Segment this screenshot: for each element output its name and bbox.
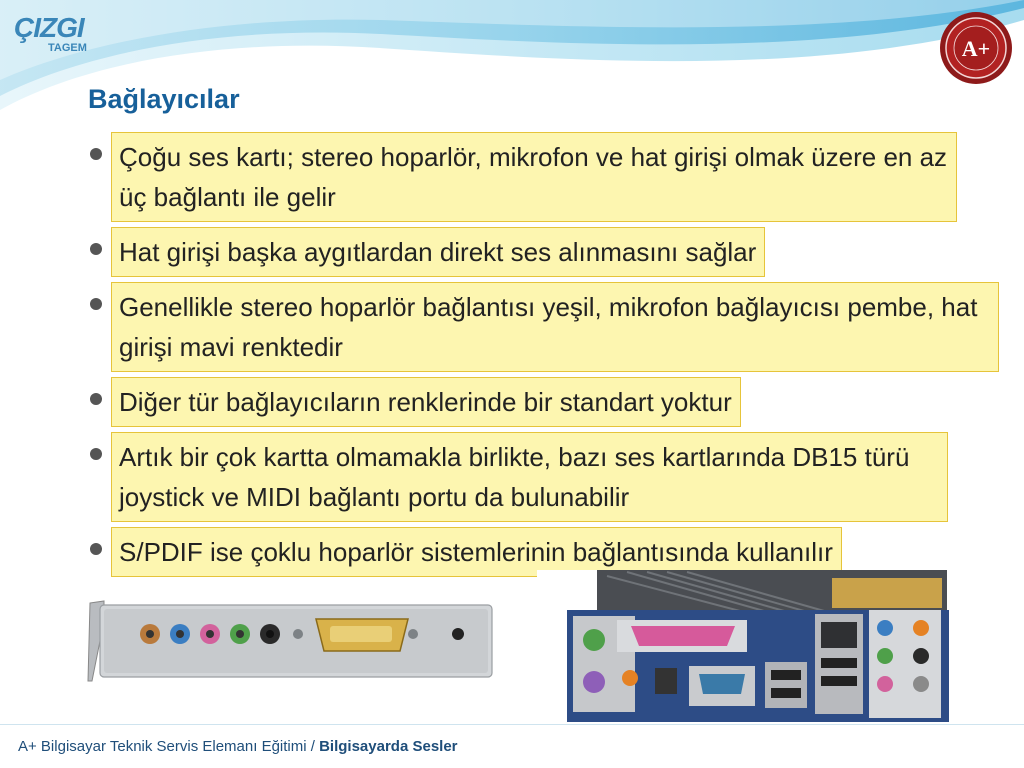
- list-item: [86, 227, 1006, 277]
- bullet-text: Hat girişi başka aygıtlardan direkt ses alınmasını sağlar: [111, 227, 765, 277]
- list-item: [86, 432, 1006, 522]
- motherboard-io-image: [537, 570, 949, 722]
- bullet-dot-icon: [90, 148, 102, 160]
- bullet-dot-icon: [90, 298, 102, 310]
- bullet-text: Genellikle stereo hoparlör bağlantısı yeşil, mikrofon bağlayıcısı pembe, hat girişi mavi renktedir: [111, 282, 999, 372]
- footer-text: A+ Bilgisayar Teknik Servis Elemanı Eğitimi /: [18, 738, 320, 755]
- list-item: [86, 132, 1006, 222]
- bullet-text: Artık bir çok kartta olmamakla birlikte, bazı ses kartlarında DB15 türü joystick ve MIDI bağlantı portu da bulunabilir: [111, 432, 948, 522]
- slide-title: Bağlayıcılar: [88, 84, 240, 114]
- a-plus-seal-icon: [938, 10, 1014, 86]
- list-item: [86, 282, 1006, 372]
- bullet-list: [86, 132, 1006, 582]
- bullet-dot-icon: [90, 448, 102, 460]
- bullet-text: Diğer tür bağlayıcıların renklerinde bir standart yoktur: [111, 377, 741, 427]
- bullet-dot-icon: [90, 393, 102, 405]
- sound-card-bracket-image: [86, 597, 496, 687]
- seal-text: A+: [961, 36, 991, 61]
- footer-divider: [0, 724, 1024, 725]
- logo-name: ÇIZGI: [14, 12, 84, 43]
- bullet-dot-icon: [90, 243, 102, 255]
- cizgi-logo: [14, 12, 104, 60]
- bullet-dot-icon: [90, 543, 102, 555]
- list-item: [86, 377, 1006, 427]
- bullet-text: S/PDIF ise çoklu hoparlör sistemlerinin bağlantısında kullanılır: [111, 527, 842, 577]
- footer: [18, 738, 458, 755]
- footer-bold: Bilgisayarda Sesler: [319, 738, 458, 755]
- bullet-text: Çoğu ses kartı; stereo hoparlör, mikrofon ve hat girişi olmak üzere en az üç bağlantı ile gelir: [111, 132, 957, 222]
- logo-sub: TAGEM: [48, 42, 87, 54]
